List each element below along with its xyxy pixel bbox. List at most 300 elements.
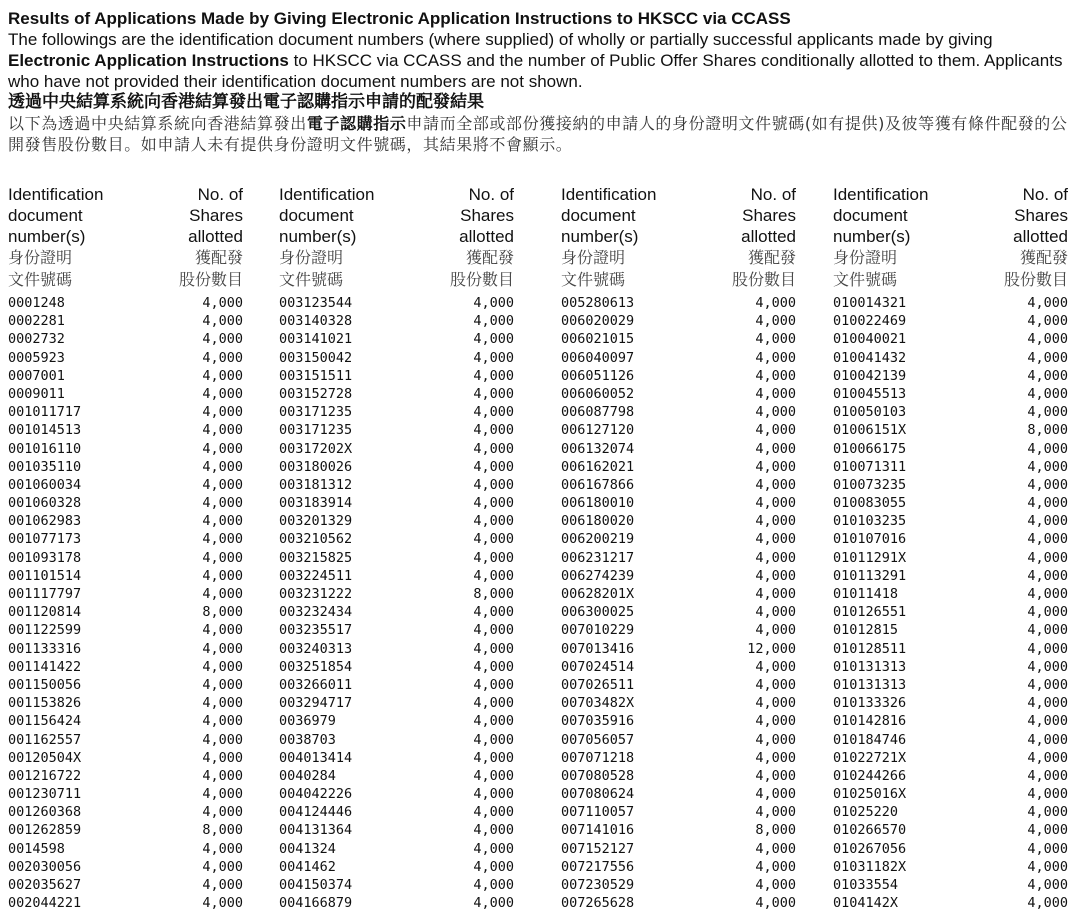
- id-number: 005280613: [561, 295, 635, 311]
- title-chinese: 透過中央結算系統向香港結算發出電子認購指示申請的配發結果: [8, 92, 484, 112]
- id-number: 010014321: [833, 295, 907, 311]
- id-number: 01022721X: [833, 749, 907, 766]
- id-number: 010041432: [833, 349, 907, 366]
- shares-allotted: 4,000: [755, 313, 796, 330]
- shares-allotted: 4,000: [473, 658, 514, 675]
- column-header: [561, 184, 796, 294]
- table-row: [8, 494, 243, 512]
- shares-allotted: 4,000: [473, 858, 514, 875]
- shares-allotted: 4,000: [755, 385, 796, 402]
- table-row: [561, 294, 796, 312]
- id-number: 007013416: [561, 640, 635, 657]
- shares-allotted: 4,000: [1027, 385, 1068, 402]
- table-row: [833, 312, 1068, 330]
- table-row: [279, 621, 514, 639]
- table-row: [279, 894, 514, 912]
- table-row: [833, 749, 1068, 767]
- table-row: [279, 676, 514, 694]
- shares-allotted: 4,000: [202, 749, 243, 766]
- table-row: [833, 785, 1068, 803]
- id-number: 0009011: [8, 385, 65, 402]
- table-row: [279, 294, 514, 312]
- shares-header-line1: No. of: [197, 185, 243, 204]
- shares-allotted: 4,000: [755, 804, 796, 821]
- id-header-line1: Identification: [561, 185, 657, 204]
- id-number: 006274239: [561, 567, 635, 584]
- id-number: 010184746: [833, 731, 907, 748]
- id-number: 0104142X: [833, 895, 899, 912]
- table-row: [279, 567, 514, 585]
- id-number: 003152728: [279, 385, 353, 402]
- shares-allotted: 4,000: [755, 349, 796, 366]
- shares-header-zh2: 股份數目: [731, 269, 796, 289]
- id-number: 01025220: [833, 804, 899, 821]
- table-row: [561, 712, 796, 730]
- shares-allotted: 4,000: [755, 658, 796, 675]
- table-row: [8, 640, 243, 658]
- id-number: 00628201X: [561, 586, 635, 602]
- description-english-bold: Electronic Application Instructions: [8, 51, 289, 70]
- id-number: 00120504X: [8, 749, 82, 766]
- shares-allotted: 4,000: [1027, 295, 1068, 311]
- table-row: [833, 712, 1068, 730]
- column-header: [833, 184, 1068, 294]
- shares-allotted: 4,000: [1027, 349, 1068, 366]
- shares-allotted: 4,000: [755, 676, 796, 693]
- id-number: 01011418: [833, 586, 899, 602]
- shares-allotted: 4,000: [202, 349, 243, 366]
- table-row: [561, 694, 796, 712]
- shares-allotted: 8,000: [473, 586, 514, 602]
- id-number: 01011291X: [833, 549, 907, 566]
- table-row: [8, 549, 243, 567]
- table-row: [8, 785, 243, 803]
- table-row: [8, 312, 243, 330]
- table-row: [561, 349, 796, 367]
- shares-allotted: 4,000: [1027, 604, 1068, 621]
- id-number: 0040284: [279, 767, 336, 784]
- table-row: [279, 731, 514, 749]
- shares-allotted: 4,000: [202, 313, 243, 330]
- shares-allotted: 4,000: [473, 422, 514, 439]
- id-number: 001153826: [8, 695, 82, 712]
- shares-header: [179, 184, 243, 290]
- shares-allotted: 4,000: [755, 531, 796, 548]
- table-row: [279, 349, 514, 367]
- shares-allotted: 4,000: [473, 385, 514, 402]
- id-number: 001014513: [8, 422, 82, 439]
- results-rows: [561, 294, 796, 912]
- table-row: [561, 640, 796, 658]
- table-row: [8, 894, 243, 912]
- table-row: [279, 840, 514, 858]
- table-row: [8, 585, 243, 603]
- table-row: [561, 494, 796, 512]
- table-row: [833, 421, 1068, 439]
- id-number: 001060328: [8, 495, 82, 512]
- shares-header-zh1: 獲配發: [747, 248, 796, 267]
- table-row: [561, 840, 796, 858]
- id-number: 010040021: [833, 331, 907, 348]
- table-row: [279, 585, 514, 603]
- table-row: [8, 858, 243, 876]
- shares-header-line3: allotted: [188, 227, 243, 246]
- shares-allotted: 4,000: [755, 767, 796, 784]
- id-header-line2: document: [833, 206, 908, 225]
- table-row: [833, 858, 1068, 876]
- table-row: [279, 658, 514, 676]
- table-row: [561, 421, 796, 439]
- id-header: [279, 184, 374, 290]
- table-row: [833, 349, 1068, 367]
- table-row: [561, 403, 796, 421]
- shares-allotted: 4,000: [473, 440, 514, 457]
- shares-allotted: 4,000: [473, 513, 514, 530]
- shares-allotted: 4,000: [755, 495, 796, 512]
- shares-allotted: 4,000: [1027, 895, 1068, 912]
- description-chinese: [8, 113, 1074, 155]
- id-number: 003231222: [279, 586, 353, 602]
- shares-allotted: 4,000: [755, 713, 796, 730]
- id-number: 007056057: [561, 731, 635, 748]
- id-number: 003201329: [279, 513, 353, 530]
- shares-header-line1: No. of: [750, 185, 796, 204]
- shares-header-line2: Shares: [742, 206, 796, 225]
- id-number: 006040097: [561, 349, 635, 366]
- id-number: 004131364: [279, 822, 353, 839]
- table-row: [279, 694, 514, 712]
- table-row: [8, 767, 243, 785]
- id-number: 001162557: [8, 731, 82, 748]
- table-row: [8, 440, 243, 458]
- table-row: [279, 821, 514, 839]
- table-row: [561, 821, 796, 839]
- shares-allotted: 4,000: [473, 695, 514, 712]
- shares-allotted: 4,000: [202, 476, 243, 493]
- shares-allotted: 4,000: [202, 622, 243, 639]
- table-row: [833, 567, 1068, 585]
- shares-allotted: 4,000: [1027, 531, 1068, 548]
- table-row: [833, 640, 1068, 658]
- shares-allotted: 4,000: [1027, 713, 1068, 730]
- id-number: 007035916: [561, 713, 635, 730]
- shares-allotted: 4,000: [1027, 640, 1068, 657]
- id-number: 001035110: [8, 458, 82, 475]
- id-header-line3: number(s): [279, 227, 357, 246]
- table-row: [561, 385, 796, 403]
- id-header-line2: document: [8, 206, 83, 225]
- shares-allotted: 4,000: [755, 895, 796, 912]
- id-number: 007026511: [561, 676, 635, 693]
- id-number: 010142816: [833, 713, 907, 730]
- shares-allotted: 8,000: [1027, 422, 1068, 439]
- table-row: [833, 512, 1068, 530]
- shares-allotted: 4,000: [202, 640, 243, 657]
- table-row: [833, 585, 1068, 603]
- id-number: 006020029: [561, 313, 635, 330]
- column-header: [8, 184, 243, 294]
- id-number: 003181312: [279, 476, 353, 493]
- table-row: [8, 876, 243, 894]
- table-row: [833, 658, 1068, 676]
- id-number: 0041324: [279, 840, 336, 857]
- shares-header-zh1: 獲配發: [1019, 248, 1068, 267]
- table-row: [561, 803, 796, 821]
- shares-allotted: 4,000: [1027, 367, 1068, 384]
- shares-allotted: 4,000: [473, 295, 514, 311]
- shares-allotted: 4,000: [1027, 767, 1068, 784]
- shares-header-line3: allotted: [459, 227, 514, 246]
- id-number: 0007001: [8, 367, 65, 384]
- id-number: 003224511: [279, 567, 353, 584]
- shares-allotted: 4,000: [202, 877, 243, 893]
- shares-allotted: 4,000: [1027, 840, 1068, 857]
- shares-allotted: 4,000: [1027, 440, 1068, 457]
- table-row: [561, 476, 796, 494]
- table-row: [8, 330, 243, 348]
- id-header-zh1: 身份證明: [279, 248, 344, 267]
- id-number: 003150042: [279, 349, 353, 366]
- id-number: 010042139: [833, 367, 907, 384]
- id-number: 003151511: [279, 367, 353, 384]
- id-number: 007110057: [561, 804, 635, 821]
- table-row: [561, 785, 796, 803]
- shares-allotted: 4,000: [202, 513, 243, 530]
- description-chinese-bold: 電子認購指示: [306, 114, 407, 133]
- id-number: 010045513: [833, 385, 907, 402]
- table-row: [279, 476, 514, 494]
- id-header-zh2: 文件號碼: [279, 269, 344, 289]
- table-row: [833, 530, 1068, 548]
- table-row: [833, 894, 1068, 912]
- id-number: 0002732: [8, 331, 65, 348]
- intro-section: [8, 8, 1074, 155]
- table-row: [833, 549, 1068, 567]
- id-number: 002035627: [8, 877, 82, 893]
- id-number: 0041462: [279, 858, 336, 875]
- table-row: [8, 694, 243, 712]
- shares-allotted: 4,000: [202, 567, 243, 584]
- shares-allotted: 4,000: [473, 567, 514, 584]
- table-row: [8, 567, 243, 585]
- table-row: [8, 658, 243, 676]
- shares-allotted: 4,000: [755, 731, 796, 748]
- shares-header-zh2: 股份數目: [178, 269, 243, 289]
- table-row: [561, 894, 796, 912]
- shares-allotted: 4,000: [473, 840, 514, 857]
- table-row: [279, 530, 514, 548]
- shares-allotted: 4,000: [202, 767, 243, 784]
- id-number: 001260368: [8, 804, 82, 821]
- shares-allotted: 4,000: [755, 749, 796, 766]
- table-row: [8, 530, 243, 548]
- id-number: 002044221: [8, 895, 82, 912]
- id-number: 003140328: [279, 313, 353, 330]
- id-number: 006127120: [561, 422, 635, 439]
- shares-allotted: 4,000: [473, 640, 514, 657]
- id-number: 010022469: [833, 313, 907, 330]
- shares-allotted: 4,000: [202, 422, 243, 439]
- shares-allotted: 4,000: [202, 895, 243, 912]
- id-number: 010113291: [833, 567, 907, 584]
- shares-allotted: 4,000: [755, 877, 796, 893]
- shares-allotted: 4,000: [202, 385, 243, 402]
- shares-allotted: 4,000: [202, 695, 243, 712]
- table-row: [8, 840, 243, 858]
- table-row: [8, 421, 243, 439]
- shares-allotted: 4,000: [755, 476, 796, 493]
- table-row: [561, 312, 796, 330]
- shares-allotted: 8,000: [202, 604, 243, 621]
- shares-allotted: 4,000: [755, 440, 796, 457]
- table-row: [8, 803, 243, 821]
- shares-allotted: 4,000: [202, 586, 243, 602]
- id-number: 001230711: [8, 786, 82, 803]
- shares-allotted: 4,000: [1027, 586, 1068, 602]
- id-number: 003266011: [279, 676, 353, 693]
- id-header: [8, 184, 103, 290]
- id-number: 007010229: [561, 622, 635, 639]
- table-row: [833, 767, 1068, 785]
- id-number: 003123544: [279, 295, 353, 311]
- table-row: [561, 512, 796, 530]
- table-row: [279, 803, 514, 821]
- id-header-line2: document: [279, 206, 354, 225]
- id-number: 006180010: [561, 495, 635, 512]
- id-number: 007265628: [561, 895, 635, 912]
- shares-allotted: 4,000: [1027, 313, 1068, 330]
- id-header-zh2: 文件號碼: [8, 269, 73, 289]
- shares-allotted: 4,000: [202, 549, 243, 566]
- shares-allotted: 4,000: [473, 804, 514, 821]
- table-row: [561, 658, 796, 676]
- id-number: 004042226: [279, 786, 353, 803]
- id-number: 006060052: [561, 385, 635, 402]
- id-number: 01006151X: [833, 422, 907, 439]
- shares-allotted: 4,000: [202, 495, 243, 512]
- table-row: [561, 440, 796, 458]
- table-row: [8, 712, 243, 730]
- id-number: 003141021: [279, 331, 353, 348]
- table-row: [833, 494, 1068, 512]
- shares-allotted: 4,000: [1027, 877, 1068, 893]
- table-row: [279, 603, 514, 621]
- id-number: 00317202X: [279, 440, 353, 457]
- id-number: 0038703: [279, 731, 336, 748]
- table-row: [279, 385, 514, 403]
- shares-allotted: 4,000: [755, 604, 796, 621]
- shares-allotted: 4,000: [202, 676, 243, 693]
- id-number: 010133326: [833, 695, 907, 712]
- shares-allotted: 4,000: [473, 367, 514, 384]
- table-row: [279, 458, 514, 476]
- id-number: 001141422: [8, 658, 82, 675]
- id-number: 006021015: [561, 331, 635, 348]
- id-number: 003294717: [279, 695, 353, 712]
- description-english-part1: The followings are the identification document numbers (where supplied) of wholly or partially successful applicants made by giving: [8, 30, 993, 49]
- shares-allotted: 4,000: [473, 331, 514, 348]
- id-number: 003235517: [279, 622, 353, 639]
- id-number: 01031182X: [833, 858, 907, 875]
- table-row: [279, 330, 514, 348]
- shares-allotted: 8,000: [755, 822, 796, 839]
- id-header-line1: Identification: [8, 185, 104, 204]
- shares-allotted: 4,000: [1027, 695, 1068, 712]
- id-number: 01012815: [833, 622, 899, 639]
- id-number: 001216722: [8, 767, 82, 784]
- table-row: [8, 621, 243, 639]
- table-row: [561, 731, 796, 749]
- shares-allotted: 4,000: [755, 858, 796, 875]
- shares-header: [450, 184, 514, 290]
- table-row: [833, 603, 1068, 621]
- shares-allotted: 4,000: [1027, 331, 1068, 348]
- table-row: [561, 621, 796, 639]
- description-english: [8, 29, 1074, 92]
- table-row: [833, 821, 1068, 839]
- shares-allotted: 4,000: [1027, 622, 1068, 639]
- id-number: 006231217: [561, 549, 635, 566]
- id-number: 006087798: [561, 404, 635, 421]
- table-row: [279, 367, 514, 385]
- id-number: 007230529: [561, 877, 635, 893]
- id-number: 003180026: [279, 458, 353, 475]
- id-number: 010107016: [833, 531, 907, 548]
- id-number: 004124446: [279, 804, 353, 821]
- table-row: [279, 440, 514, 458]
- id-number: 006300025: [561, 604, 635, 621]
- table-row: [833, 476, 1068, 494]
- shares-allotted: 4,000: [1027, 804, 1068, 821]
- id-number: 010266570: [833, 822, 907, 839]
- table-row: [561, 549, 796, 567]
- id-number: 003210562: [279, 531, 353, 548]
- id-number: 010083055: [833, 495, 907, 512]
- table-row: [279, 876, 514, 894]
- shares-allotted: 4,000: [755, 567, 796, 584]
- shares-allotted: 4,000: [473, 604, 514, 621]
- table-row: [561, 767, 796, 785]
- shares-allotted: 4,000: [1027, 676, 1068, 693]
- id-number: 004166879: [279, 895, 353, 912]
- id-number: 001062983: [8, 513, 82, 530]
- id-number: 010267056: [833, 840, 907, 857]
- id-number: 010073235: [833, 476, 907, 493]
- id-header-zh1: 身份證明: [561, 248, 626, 267]
- id-number: 001156424: [8, 713, 82, 730]
- id-number: 010066175: [833, 440, 907, 457]
- table-row: [833, 330, 1068, 348]
- results-column-3: [561, 184, 796, 912]
- id-number: 003251854: [279, 658, 353, 675]
- id-number: 006162021: [561, 458, 635, 475]
- table-row: [8, 349, 243, 367]
- id-number: 001120814: [8, 604, 82, 621]
- shares-allotted: 4,000: [1027, 822, 1068, 839]
- shares-allotted: 4,000: [202, 331, 243, 348]
- shares-header-zh2: 股份數目: [449, 269, 514, 289]
- shares-allotted: 4,000: [202, 440, 243, 457]
- id-number: 001016110: [8, 440, 82, 457]
- id-number: 001093178: [8, 549, 82, 566]
- shares-allotted: 4,000: [473, 531, 514, 548]
- shares-allotted: 4,000: [473, 822, 514, 839]
- id-number: 007080528: [561, 767, 635, 784]
- table-row: [833, 731, 1068, 749]
- id-header-zh2: 文件號碼: [561, 269, 626, 289]
- shares-allotted: 4,000: [202, 731, 243, 748]
- id-number: 001117797: [8, 586, 82, 602]
